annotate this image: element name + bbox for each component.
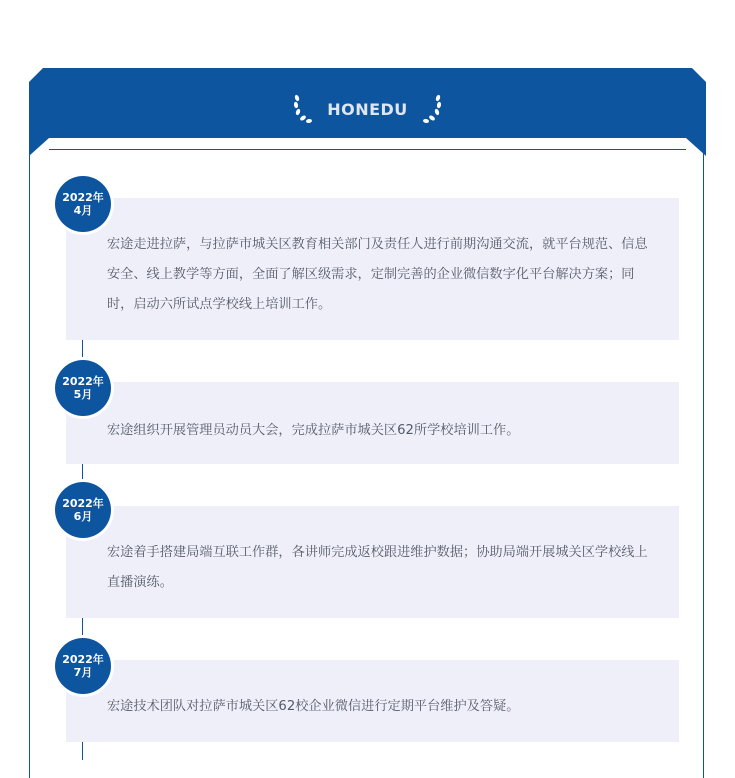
- badge-year: 2022年: [62, 653, 104, 666]
- laurel-right-icon: [422, 94, 444, 124]
- badge-year: 2022年: [62, 497, 104, 510]
- timeline-item-text: 宏途走进拉萨，与拉萨市城关区教育相关部门及责任人进行前期沟通交流，就平台规范、信息安全、线上教学等方面，全面了解区级需求，定制完善的企业微信数字化平台解决方案；同时，启动六所试点学校线上培训工作。: [107, 237, 648, 312]
- badge-year: 2022年: [62, 375, 104, 388]
- badge-year: 2022年: [62, 191, 104, 204]
- banner-title: [29, 94, 706, 124]
- divider: [49, 149, 686, 150]
- badge-month: 6月: [73, 510, 93, 523]
- badge-month: 4月: [73, 204, 93, 217]
- timeline-date-badge: [55, 482, 111, 538]
- timeline-item-text: 宏途组织开展管理员动员大会，完成拉萨市城关区62所学校培训工作。: [107, 423, 520, 438]
- timeline-date-badge: [55, 638, 111, 694]
- brand-name: HONEDU: [327, 99, 408, 119]
- timeline-date-badge: [55, 360, 111, 416]
- laurel-left-icon: [291, 94, 313, 124]
- timeline-date-badge: [55, 176, 111, 232]
- timeline-item-text: 宏途技术团队对拉萨市城关区62校企业微信进行定期平台维护及答疑。: [107, 699, 520, 714]
- timeline-item-text-box: [66, 506, 679, 618]
- timeline-item-text-box: [66, 382, 679, 464]
- badge-month: 7月: [73, 666, 93, 679]
- timeline-item-text-box: [66, 660, 679, 742]
- badge-month: 5月: [73, 388, 93, 401]
- timeline-item-text: 宏途着手搭建局端互联工作群，各讲师完成返校跟进维护数据；协助局端开展城关区学校线上直播演练。: [107, 545, 648, 590]
- timeline-item-text-box: [66, 198, 679, 340]
